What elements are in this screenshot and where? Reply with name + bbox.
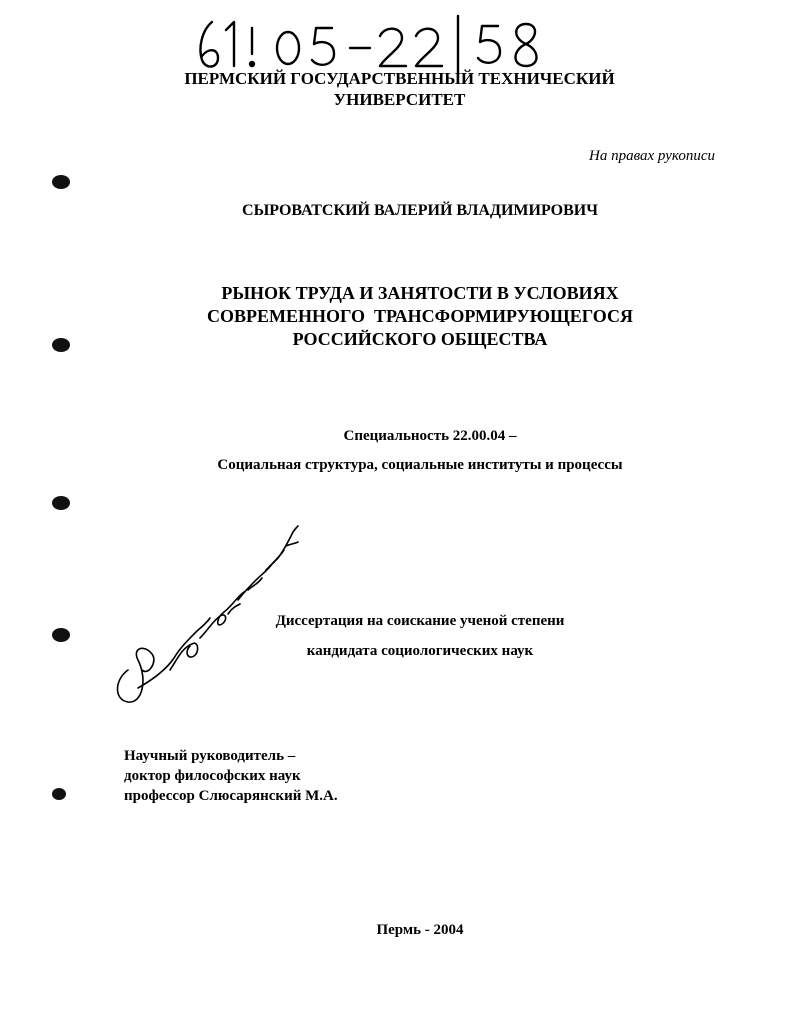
dissertation-line-1: Диссертация на соискание ученой степени	[275, 613, 565, 629]
scientific-supervisor	[124, 746, 338, 806]
punch-hole-mark	[52, 628, 70, 642]
author-name: СЫРОВАТСКИЙ ВАЛЕРИЙ ВЛАДИМИРОВИЧ	[242, 202, 598, 219]
university-name	[0, 68, 799, 110]
punch-hole-mark	[52, 175, 70, 189]
dissertation-line-2: кандидата социологических наук	[306, 643, 534, 659]
city-and-year: Пермь - 2004	[376, 922, 464, 938]
supervisor-line-3: профессор Слюсарянский М.А.	[124, 788, 338, 804]
title-line-3: РОССИЙСКОГО ОБЩЕСТВА	[292, 329, 548, 349]
dissertation-title	[0, 282, 799, 351]
title-line-2: СОВРЕМЕННОГО ТРАНСФОРМИРУЮЩЕГОСЯ	[206, 306, 634, 326]
supervisor-line-2: доктор философских наук	[124, 768, 301, 784]
punch-hole-mark	[52, 496, 70, 510]
specialty-code: Специальность 22.00.04 –	[343, 428, 517, 444]
supervisor-line-1: Научный руководитель –	[124, 748, 296, 764]
punch-hole-mark	[52, 338, 70, 352]
dissertation-degree	[250, 606, 590, 666]
specialty-name: Социальная структура, социальные институты и процессы	[217, 457, 623, 473]
manuscript-rights-note: На правах рукописи	[589, 148, 715, 164]
punch-hole-mark	[52, 788, 66, 800]
title-line-1: РЫНОК ТРУДА И ЗАНЯТОСТИ В УСЛОВИЯХ	[221, 283, 619, 303]
university-line-1: ПЕРМСКИЙ ГОСУДАРСТВЕННЫЙ ТЕХНИЧЕСКИЙ	[184, 69, 615, 88]
university-line-2: УНИВЕРСИТЕТ	[333, 90, 466, 109]
